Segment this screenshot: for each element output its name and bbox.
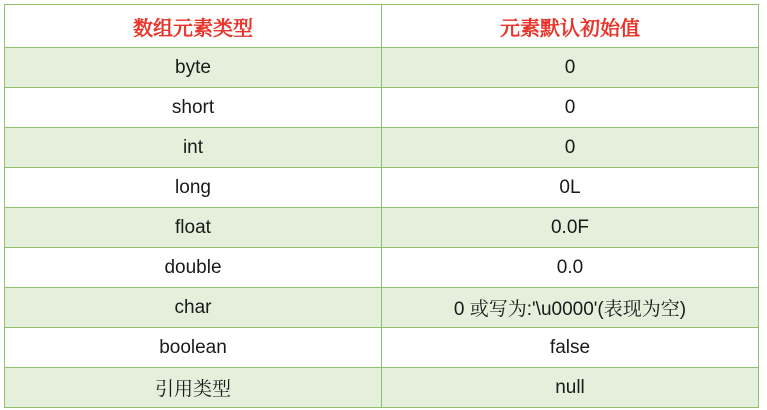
cell-element-type: long (5, 168, 382, 208)
cell-element-type: boolean (5, 328, 382, 368)
table-row (5, 288, 759, 328)
cell-default-value: 0 (382, 128, 759, 168)
cell-element-type: char (5, 288, 382, 328)
cell-element-type: short (5, 88, 382, 128)
table-row (5, 128, 759, 168)
table-row (5, 368, 759, 408)
cell-element-type: float (5, 208, 382, 248)
cell-default-value: 0 (382, 48, 759, 88)
table-row (5, 88, 759, 128)
table-row (5, 328, 759, 368)
cell-default-value: 0L (382, 168, 759, 208)
cell-default-value: null (382, 368, 759, 408)
array-default-values-table (4, 4, 759, 408)
cell-element-type: double (5, 248, 382, 288)
table-body (5, 48, 759, 408)
cell-element-type: 引用类型 (5, 368, 382, 408)
cell-default-value: 0.0 (382, 248, 759, 288)
cell-default-value: 0 (382, 88, 759, 128)
column-header-element-type: 数组元素类型 (5, 5, 382, 48)
cell-default-value: 0.0F (382, 208, 759, 248)
table-row (5, 168, 759, 208)
table-header-row (5, 5, 759, 48)
cell-element-type: int (5, 128, 382, 168)
table-header (5, 5, 759, 48)
cell-default-value: 0 或写为:'\u0000'(表现为空) (382, 288, 759, 328)
cell-default-value: false (382, 328, 759, 368)
table-row (5, 208, 759, 248)
cell-element-type: byte (5, 48, 382, 88)
table-row (5, 248, 759, 288)
column-header-default-value: 元素默认初始值 (382, 5, 759, 48)
table-row (5, 48, 759, 88)
